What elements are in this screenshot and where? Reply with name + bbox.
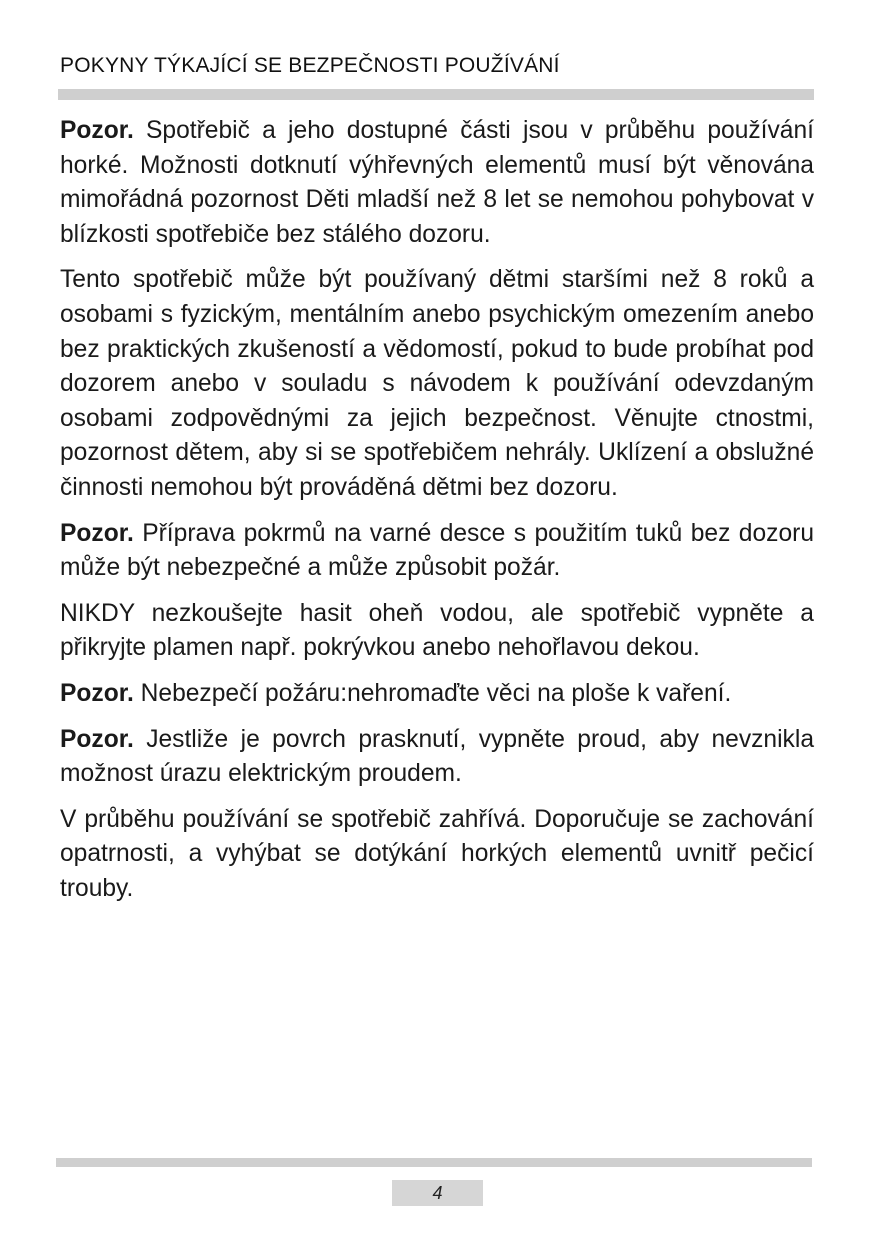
paragraph-text: V průběhu používání se spotřebič zahřívá. Doporučuje se zachování opatrnosti, a vyhýbat se dotýkání horkých elementů uvnitř pečicí trouby.	[60, 805, 814, 902]
paragraph-text: Nebezpečí požáru:nehromaďte věci na ploše k vaření.	[133, 679, 732, 707]
instructions-body	[60, 114, 814, 917]
page-number-box	[392, 1180, 483, 1206]
section-title: POKYNY TÝKAJÍCÍ SE BEZPEČNOSTI POUŽÍVÁNÍ	[60, 54, 560, 77]
warning-paragraph-4	[60, 723, 814, 792]
paragraph-text: Příprava pokrmů na varné desce s použitím tuků bez dozoru může být nebezpečné a může způsobit požár.	[60, 519, 814, 582]
paragraph-text: Tento spotřebič může být používaný dětmi staršími než 8 roků a osobami s fyzickým, mentálním anebo psychickým omezením anebo bez praktických zkušeností a vědomostí, pokud to bude probíhat pod dozorem anebo v souladu s návodem k používání odevzdaným osobami zodpovědnými za jejich bezpečnost. Věnujte ctnostmi, pozornost dětem, aby si se spotřebičem nehrály. Uklízení a obslužné činnosti nemohou být prováděná dětmi bez dozoru.	[60, 266, 814, 501]
warning-lead: Pozor.	[60, 519, 134, 547]
warning-lead: Pozor.	[60, 679, 134, 707]
paragraph-children-supervision	[60, 263, 814, 505]
warning-paragraph-1	[60, 114, 814, 252]
warning-paragraph-3	[60, 677, 814, 712]
warning-lead: Pozor.	[60, 117, 134, 144]
page-number: 4	[432, 1182, 443, 1203]
paragraph-oven-heat	[60, 803, 814, 907]
paragraph-text: Spotřebič a jeho dostupné části jsou v průběhu používání horké. Možnosti dotknutí výhřevných elementů musí být věnována mimořádná pozornost Děti mladší než 8 let se nemohou pohybovat v blízkosti spotřebiče bez stálého dozoru.	[60, 117, 814, 248]
paragraph-fire-water	[60, 597, 814, 666]
footer-divider	[56, 1158, 812, 1167]
paragraph-text: NIKDY nezkoušejte hasit oheň vodou, ale spotřebič vypněte a přikryjte plamen např. pokrývkou anebo nehořlavou dekou.	[60, 599, 814, 662]
paragraph-text: Jestliže je povrch prasknutí, vypněte proud, aby nevznikla možnost úrazu elektrickým proudem.	[60, 725, 814, 788]
header-divider	[58, 89, 814, 100]
warning-paragraph-2	[60, 517, 814, 586]
warning-lead: Pozor.	[60, 725, 134, 753]
